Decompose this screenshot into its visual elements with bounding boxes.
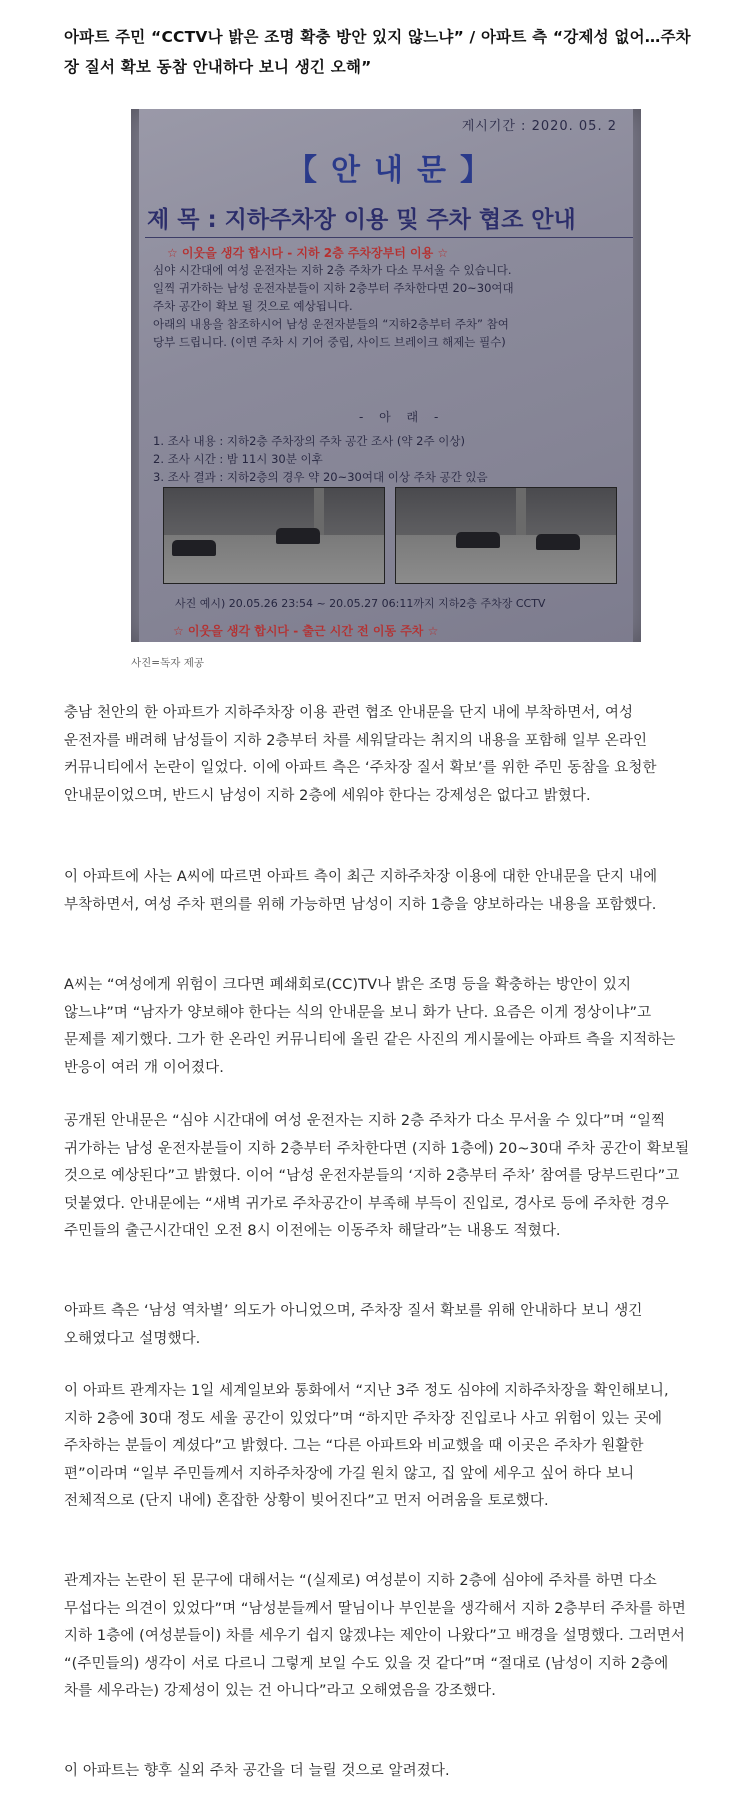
notice-highlight: ☆ 이웃을 생각 합시다 - 지하 2층 주차장부터 이용 ☆ (167, 246, 449, 260)
notice-body-line: 심야 시간대에 여성 운전자는 지하 2층 주차가 다소 무서울 수 있습니다. (153, 263, 512, 277)
notice-date: 게시기간 : 2020. 05. 2 (461, 119, 617, 134)
divider (145, 237, 633, 238)
article-paragraph: 관계자는 논란이 된 문구에 대해서는 “(실제로) 여성분이 지하 2층에 심야에 주차를 하면 다소 무섭다는 의견이 있었다”며 “남성분들께서 딸님이나 부인분을 생각해서 지하 2층부터 주차를 하면 지하 1층에 (여성분들이) 차를 세우기 쉽지 않겠냐는 제안이 나왔다”고 배경을 설명했다. 그러면서 “(주민들의) 생각이 서로 다르니 그렇게 보일 수도 있을 것 같다”며 “절대로 (남성이 지하 2층에 차를 세우라는) 강제성이 있는 건 아니다”라고 오해였음을 강조했다. (64, 1573, 686, 1699)
cctv-image-right (395, 487, 617, 584)
notice-list-item: 3. 조사 결과 : 지하2층의 경우 약 20~30여대 이상 주차 공간 있음 (153, 470, 488, 484)
notice-title: 【안내문】 (287, 153, 504, 188)
notice-list-item: 1. 조사 내용 : 지하2층 주차장의 주차 공간 조사 (약 2주 이상) (153, 434, 465, 448)
headline: 아파트 주민 “CCTV나 밝은 조명 확충 방안 있지 않느냐” / 아파트 측 “강제성 없어…주차장 질서 확보 동참 안내하다 보니 생긴 오해” (64, 28, 691, 76)
article-paragraph: 충남 천안의 한 아파트가 지하주차장 이용 관련 협조 안내문을 단지 내에 부착하면서, 여성 운전자를 배려해 남성들이 지하 2층부터 차를 세워달라는 취지의 내용을 포함해 일부 온라인 커뮤니티에서 논란이 일었다. 이에 아파트 측은 ‘주차장 질서 확보’를 위한 주민 동참을 요청한 안내문이었으며, 반드시 남성이 지하 2층에 세워야 한다는 강제성은 없다고 밝혔다. (64, 705, 657, 804)
notice-subject: 제 목 : 지하주차장 이용 및 주차 협조 안내 (147, 207, 576, 233)
notice-photo-caption: 사진 예시) 20.05.26 23:54 ~ 20.05.27 06:11까지 지하2층 주차장 CCTV (175, 597, 546, 610)
notice-photo (131, 109, 641, 642)
article-paragraph: 아파트 측은 ‘남성 역차별’ 의도가 아니었으며, 주차장 질서 확보를 위해 안내하다 보니 생긴 오해였다고 설명했다. (64, 1303, 643, 1347)
article-paragraph: 공개된 안내문은 “심야 시간대에 여성 운전자는 지하 2층 주차가 다소 무서울 수 있다”며 “일찍 귀가하는 남성 운전자분들이 지하 2층부터 주차한다면 (지하 1층에) 20~30대 주차 공간이 확보될 것으로 예상된다”고 밝혔다. 이어 “남성 운전자분들의 ‘지하 2층부터 주차’ 참여를 당부드린다”고 덧붙였다. 안내문에는 “새벽 귀가로 주차공간이 부족해 부득이 진입로, 경사로 등에 주차한 경우 주민들의 출근시간대인 오전 8시 이전에는 이동주차 해달라”는 내용도 적혔다. (64, 1113, 690, 1239)
notice-body-line: 아래의 내용을 참조하시어 남성 운전자분들의 “지하2층부터 주차” 참여 (153, 317, 509, 331)
article-paragraph: A씨는 “여성에게 위험이 크다면 폐쇄회로(CC)TV나 밝은 조명 등을 확충하는 방안이 있지 않느냐”며 “남자가 양보해야 한다는 식의 안내문을 보니 화가 난다. 요즘은 이게 정상이냐”고 문제를 제기했다. 그가 한 온라인 커뮤니티에 올린 같은 사진의 게시물에는 아파트 측을 지적하는 반응이 여러 개 이어졌다. (64, 977, 676, 1076)
cctv-image-left (163, 487, 385, 584)
notice-body-line: 당부 드립니다. (이면 주차 시 기어 중립, 사이드 브레이크 해제는 필수) (153, 335, 506, 349)
notice-list-item: 2. 조사 시간 : 밤 11시 30분 이후 (153, 452, 323, 466)
article-paragraph: 이 아파트 관계자는 1일 세계일보와 통화에서 “지난 3주 정도 심야에 지하주차장을 확인해보니, 지하 2층에 30대 정도 세울 공간이 있었다”며 “하지만 주차장 진입로나 사고 위험이 있는 곳에 주차하는 분들이 계셨다”고 밝혔다. 그는 “다른 아파트와 비교했을 때 이곳은 주차가 원활한 편”이라며 “일부 주민들께서 지하주차장에 가길 원치 않고, 집 앞에 세우고 싶어 하다 보니 전체적으로 (단지 내에) 혼잡한 상황이 빚어진다”고 먼저 어려움을 토로했다. (64, 1383, 669, 1509)
notice-bottom-line: ☆ 이웃을 생각 합시다 - 출근 시간 전 이동 주차 ☆ (173, 624, 439, 638)
notice-center-heading: - 아 래 - (359, 410, 445, 424)
notice-paper (139, 109, 633, 642)
article-paragraph: 이 아파트에 사는 A씨에 따르면 아파트 측이 최근 지하주차장 이용에 대한 안내문을 단지 내에 부착하면서, 여성 주차 편의를 위해 가능하면 남성이 지하 1층을 양보하라는 내용을 포함했다. (64, 869, 658, 913)
notice-body-line: 주차 공간이 확보 될 것으로 예상됩니다. (153, 299, 353, 313)
article-paragraph: 이 아파트는 향후 실외 주차 공간을 더 늘릴 것으로 알려졌다. (64, 1763, 450, 1779)
notice-body-line: 일찍 귀가하는 남성 운전자분들이 지하 2층부터 주차한다면 20~30여대 (153, 281, 514, 295)
photo-credit: 사진=독자 제공 (131, 657, 204, 669)
